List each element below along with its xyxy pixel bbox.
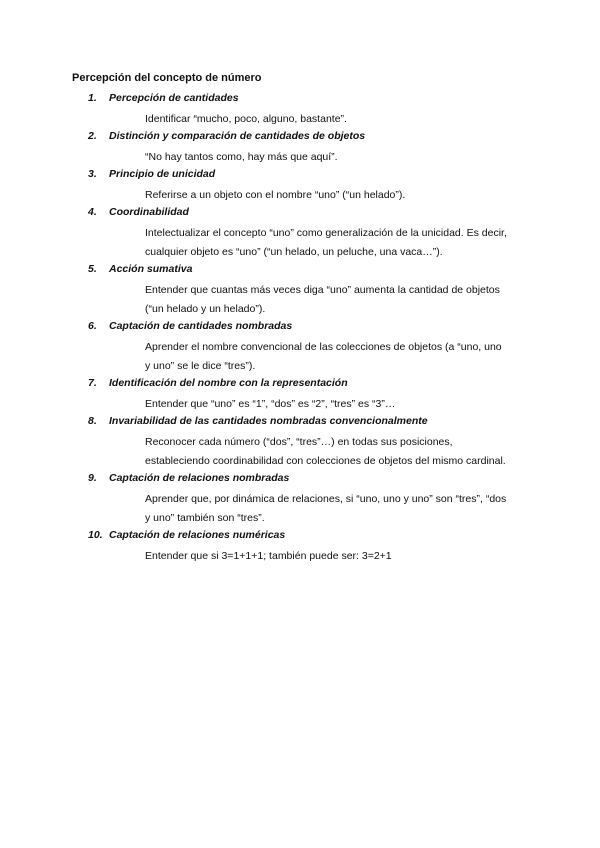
item-number: 2. [88, 130, 97, 142]
description-line: “No hay tantos como, hay más que aquí”. [145, 151, 338, 163]
list-item [0, 167, 600, 205]
list-item [0, 471, 600, 528]
item-heading [0, 471, 600, 490]
description-line: estableciendo coordinabilidad con colecciones de objetos del mismo cardinal. [145, 455, 506, 467]
item-number: 4. [88, 206, 97, 218]
item-heading [0, 376, 600, 395]
description-line: y uno” también son “tres”. [145, 512, 265, 524]
description-line: Entender que cuantas más veces diga “uno” aumenta la cantidad de objetos [145, 284, 500, 296]
item-number: 6. [88, 320, 97, 332]
item-description [145, 338, 537, 376]
item-title: Captación de relaciones numéricas [109, 529, 286, 541]
description-line: y uno” se le dice “tres”). [145, 360, 256, 372]
item-description [145, 281, 537, 319]
item-title: Invariabilidad de las cantidades nombradas convencionalmente [109, 415, 428, 427]
item-heading [0, 91, 600, 110]
item-description [145, 395, 537, 414]
item-title: Principio de unicidad [109, 168, 216, 180]
item-number: 3. [88, 168, 97, 180]
item-description [145, 110, 537, 129]
list-item [0, 414, 600, 471]
description-line: Intelectualizar el concepto “uno” como generalización de la unicidad. Es decir, [145, 227, 507, 239]
item-number: 1. [88, 92, 97, 104]
list-item [0, 129, 600, 167]
description-line: Entender que si 3=1+1+1; también puede ser: 3=2+1 [145, 550, 392, 562]
item-description [145, 148, 537, 167]
item-title: Captación de cantidades nombradas [109, 320, 293, 332]
item-title: Percepción de cantidades [109, 92, 239, 104]
description-line: Referirse a un objeto con el nombre “uno” (“un helado”). [145, 189, 406, 201]
item-heading [0, 205, 600, 224]
item-title: Acción sumativa [109, 263, 193, 275]
item-heading [0, 319, 600, 338]
item-number: 7. [88, 377, 97, 389]
list-item [0, 319, 600, 376]
list-item [0, 528, 600, 566]
item-heading [0, 167, 600, 186]
document-title: Percepción del concepto de número [72, 72, 262, 84]
item-number: 10. [88, 529, 103, 541]
description-line: Aprender el nombre convencional de las colecciones de objetos (a “uno, uno [145, 341, 502, 353]
item-title: Captación de relaciones nombradas [109, 472, 290, 484]
list-item [0, 262, 600, 319]
concept-list [0, 91, 600, 566]
item-title: Identificación del nombre con la representación [109, 377, 348, 389]
item-number: 5. [88, 263, 97, 275]
description-line: cualquier objeto es “uno” (“un helado, un peluche, una vaca…”). [145, 246, 443, 258]
item-title: Distinción y comparación de cantidades de objetos [109, 130, 366, 142]
item-number: 9. [88, 472, 97, 484]
item-description [145, 186, 537, 205]
description-line: (“un helado y un helado”). [145, 303, 266, 315]
item-description [145, 490, 537, 528]
item-description [145, 224, 537, 262]
description-line: Entender que “uno” es “1”, “dos” es “2”, “tres” es “3”… [145, 398, 396, 410]
item-heading [0, 262, 600, 281]
description-line: Reconocer cada número (“dos”, “tres”…) en todas sus posiciones, [145, 436, 453, 448]
item-number: 8. [88, 415, 97, 427]
item-description [145, 547, 537, 566]
item-description [145, 433, 537, 471]
item-title: Coordinabilidad [109, 206, 189, 218]
description-line: Identificar “mucho, poco, alguno, bastante”. [145, 113, 347, 125]
list-item [0, 376, 600, 414]
item-heading [0, 528, 600, 547]
item-heading [0, 129, 600, 148]
list-item [0, 205, 600, 262]
list-item [0, 91, 600, 129]
item-heading [0, 414, 600, 433]
description-line: Aprender que, por dinámica de relaciones, si “uno, uno y uno” son “tres”, “dos [145, 493, 507, 505]
